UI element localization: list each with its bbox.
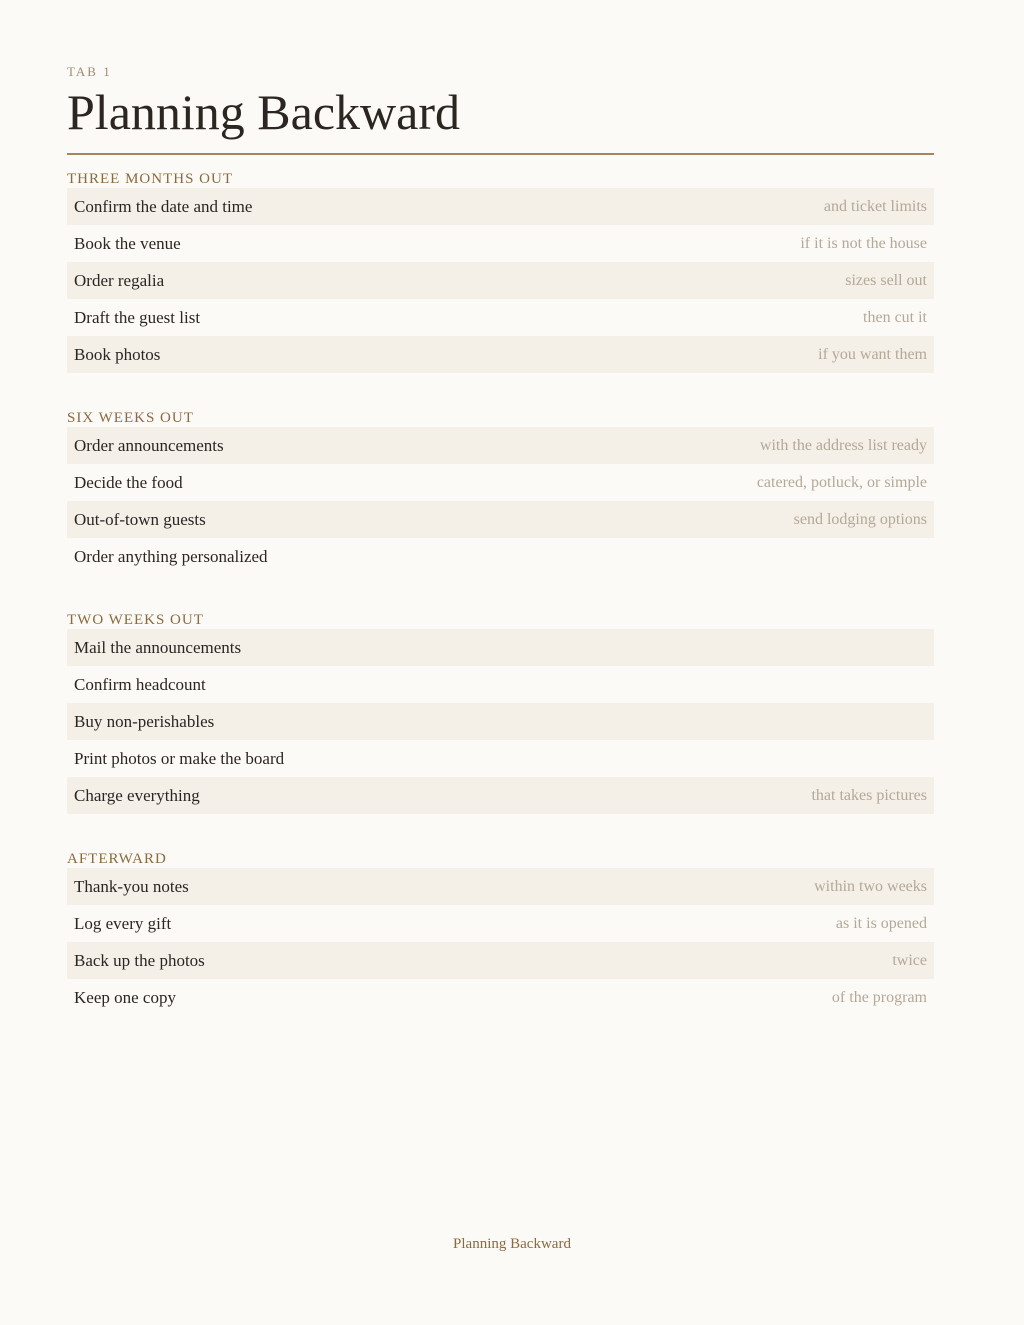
task-label: Keep one copy xyxy=(74,987,176,1007)
title-divider xyxy=(67,153,934,155)
task-label: Decide the food xyxy=(74,472,183,492)
list-item xyxy=(67,501,934,538)
task-note: catered, potluck, or simple xyxy=(756,473,927,491)
task-label: Confirm the date and time xyxy=(74,196,253,216)
tab-label: TAB 1 xyxy=(67,64,112,79)
task-label: Book the venue xyxy=(74,233,181,253)
task-label: Back up the photos xyxy=(74,950,205,970)
task-note: with the address list ready xyxy=(759,436,927,454)
task-label: Order anything personalized xyxy=(74,546,268,566)
task-label: Confirm headcount xyxy=(74,674,206,694)
list-item xyxy=(67,777,934,814)
task-label: Thank-you notes xyxy=(74,876,189,896)
checklist xyxy=(67,188,934,373)
task-label: Charge everything xyxy=(74,785,200,805)
task-note: sizes sell out xyxy=(845,271,927,289)
checklist xyxy=(67,868,934,1016)
task-note: then cut it xyxy=(863,308,927,326)
task-note: within two weeks xyxy=(814,877,927,895)
list-item xyxy=(67,942,934,979)
section-heading: TWO WEEKS OUT xyxy=(67,612,204,628)
section-six-weeks-out xyxy=(67,409,934,575)
list-item xyxy=(67,905,934,942)
list-item xyxy=(67,188,934,225)
list-item xyxy=(67,538,934,575)
list-item xyxy=(67,299,934,336)
list-item xyxy=(67,666,934,703)
task-note: of the program xyxy=(831,988,927,1006)
task-label: Out-of-town guests xyxy=(74,509,206,529)
list-item xyxy=(67,336,934,373)
section-three-months-out xyxy=(67,170,934,373)
task-label: Order announcements xyxy=(74,435,224,455)
section-heading: THREE MONTHS OUT xyxy=(67,171,233,187)
task-label: Order regalia xyxy=(74,270,165,290)
list-item xyxy=(67,262,934,299)
list-item xyxy=(67,740,934,777)
task-note: that takes pictures xyxy=(811,786,927,804)
section-two-weeks-out xyxy=(67,611,934,814)
task-label: Print photos or make the board xyxy=(74,748,285,768)
task-note: send lodging options xyxy=(793,510,927,528)
task-note: as it is opened xyxy=(835,914,927,932)
task-label: Draft the guest list xyxy=(74,307,201,327)
section-heading: AFTERWARD xyxy=(67,851,167,867)
task-note: twice xyxy=(892,951,927,969)
list-item xyxy=(67,427,934,464)
page-footer: Planning Backward xyxy=(453,1236,571,1252)
list-item xyxy=(67,464,934,501)
list-item xyxy=(67,979,934,1016)
task-label: Book photos xyxy=(74,344,161,364)
task-note: and ticket limits xyxy=(823,197,927,215)
section-heading: SIX WEEKS OUT xyxy=(67,410,194,426)
task-label: Log every gift xyxy=(74,913,172,933)
checklist xyxy=(67,629,934,814)
page-title: Planning Backward xyxy=(67,84,460,140)
task-note: if it is not the house xyxy=(800,234,927,252)
list-item xyxy=(67,225,934,262)
list-item xyxy=(67,703,934,740)
checklist xyxy=(67,427,934,575)
list-item xyxy=(67,629,934,666)
task-label: Buy non-perishables xyxy=(74,711,215,731)
task-note: if you want them xyxy=(818,345,927,363)
list-item xyxy=(67,868,934,905)
section-afterward xyxy=(67,850,934,1016)
task-label: Mail the announcements xyxy=(74,637,242,657)
